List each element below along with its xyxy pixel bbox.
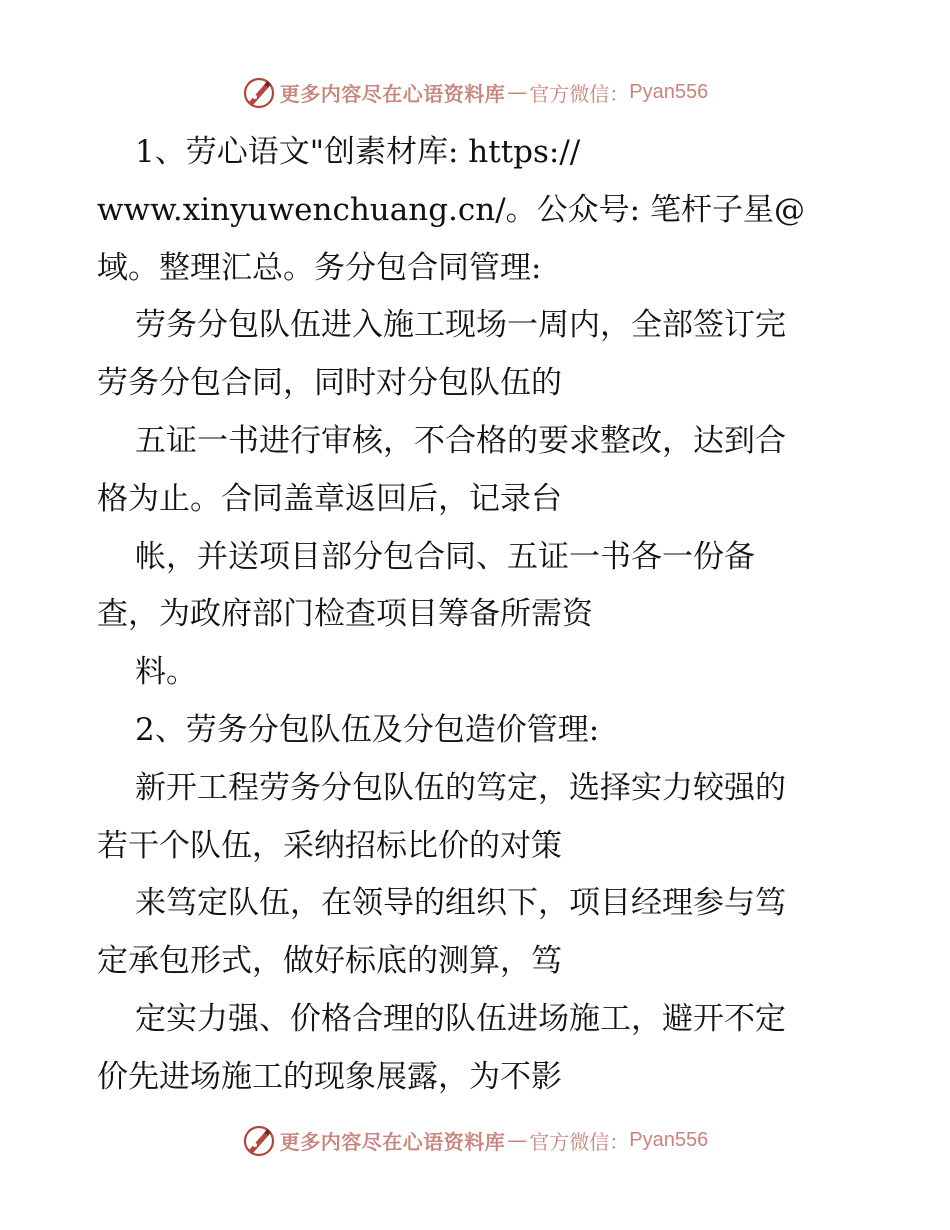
text-line: 五证一书进行审核，不合格的要求整改，达到合 <box>135 422 786 459</box>
banner-text: 更多内容尽在心语资料库 <box>279 81 506 106</box>
document-body <box>97 124 857 1107</box>
header-banner <box>0 72 950 112</box>
banner-wechat-id: Pyan556 <box>629 80 709 103</box>
footer-banner <box>0 1120 950 1160</box>
text-line: 新开工程劳务分包队伍的笃定，选择实力较强的 <box>135 769 786 806</box>
banner-dash: — <box>507 1128 528 1152</box>
text-line: 劳务分包合同，同时对分包队伍的 <box>97 365 562 402</box>
banner-dash: — <box>507 80 528 104</box>
text-line: 定实力强、价格合理的队伍进场施工，避开不定 <box>135 1000 786 1037</box>
banner-wechat-id: Pyan556 <box>629 1128 709 1151</box>
banner-wechat-label: 官方微信： <box>529 81 630 106</box>
banner-wechat-label: 官方微信： <box>529 1129 630 1154</box>
text-line: 域。整理汇总。务分包合同管理: <box>97 249 542 286</box>
pen-logo-icon <box>242 75 276 109</box>
text-line: 帐，并送项目部分包合同、五证一书各一份备 <box>135 538 755 575</box>
text-line: 1、劳心语文"创素材库: https:// <box>135 134 581 170</box>
text-line: 价先进场施工的现象展露，为不影 <box>97 1058 562 1095</box>
text-line: 来笃定队伍，在领导的组织下，项目经理参与笃 <box>135 885 786 922</box>
pen-logo-icon <box>242 1123 276 1157</box>
text-line: 2、劳务分包队伍及分包造价管理: <box>135 711 600 748</box>
text-line: 若干个队伍，采纳招标比价的对策 <box>97 827 562 864</box>
text-line: 格为止。合同盖章返回后，记录台 <box>97 480 562 517</box>
text-line: 定承包形式，做好标底的测算，笃 <box>97 943 562 980</box>
text-line: 查，为政府部门检查项目筹备所需资 <box>97 596 593 633</box>
banner-text: 更多内容尽在心语资料库 <box>279 1129 506 1154</box>
text-line: 料。 <box>135 654 197 691</box>
text-line: www.xinyuwenchuang.cn/。公众号: 笔杆子星@ <box>97 191 805 228</box>
text-line: 劳务分包队伍进入施工现场一周内，全部签订完 <box>135 307 786 344</box>
